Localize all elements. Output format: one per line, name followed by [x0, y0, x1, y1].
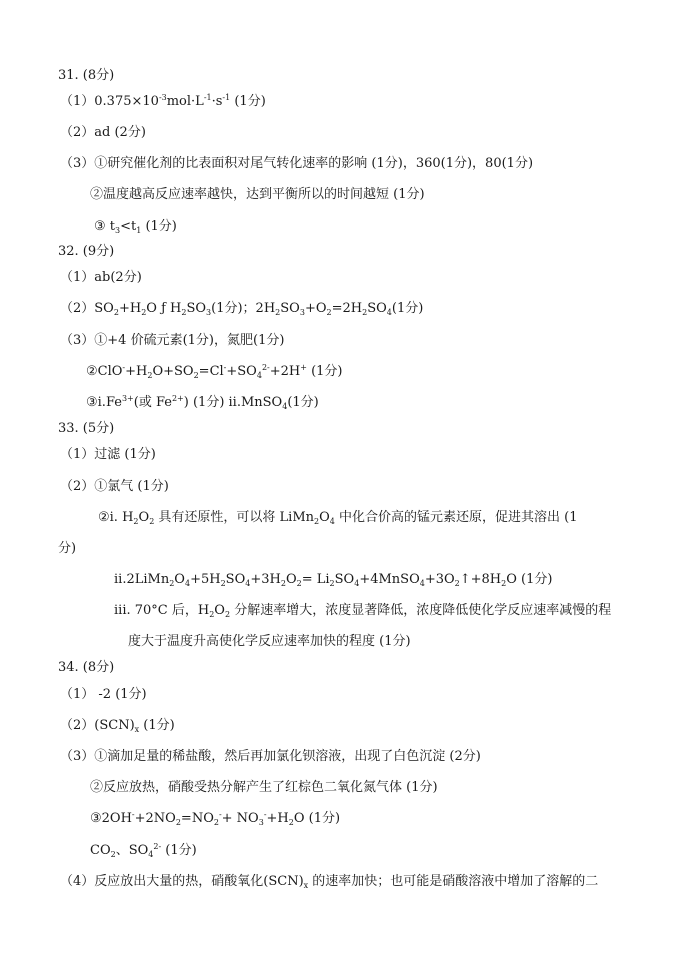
- subscript: 2: [141, 308, 147, 317]
- answer-text: 具有还原性，可以将 LiMn: [154, 510, 315, 525]
- superscript: -3: [158, 93, 167, 102]
- answer-text: ①研究催化剂的比表面积对尾气转化速率的影响 (1分)，360(1分)，80(1分): [94, 156, 534, 171]
- answer-text: ①氯气 (1分): [94, 479, 169, 494]
- answer-text: 0.375×10: [94, 94, 159, 109]
- answer-text: ①+4 价硫元素(1分)，氮肥(1分): [94, 333, 285, 348]
- superscript: -1: [203, 93, 212, 102]
- subscript: 2: [314, 517, 320, 526]
- subscript: 3: [206, 308, 212, 317]
- answer-text: ②i. H: [98, 510, 134, 525]
- formula: O: [174, 572, 185, 587]
- subscript: 2: [224, 610, 231, 619]
- formula: SO: [225, 572, 246, 587]
- part-label: （2）: [60, 125, 95, 140]
- formula: ii.2LiMn: [114, 572, 170, 587]
- subscript: 4: [419, 579, 425, 588]
- subscript: 2: [213, 818, 219, 827]
- part-label: （1）: [60, 447, 95, 462]
- superscript: -: [223, 363, 227, 372]
- formula: +3H: [250, 572, 281, 587]
- subscript: 2: [296, 579, 302, 588]
- subscript: 2: [288, 818, 294, 827]
- answer-text: O: [319, 510, 330, 525]
- formula: SO: [94, 301, 114, 316]
- subscript: 4: [184, 579, 191, 588]
- formula: (1分)；2H: [211, 301, 276, 316]
- part-label: （3）: [60, 333, 95, 348]
- q34-answer-3-3: [90, 811, 340, 827]
- answer-text: 反应放出大量的热，硝酸氧化(SCN): [94, 874, 304, 889]
- formula: ↑+8H: [459, 572, 502, 587]
- question-32-heading: 32. (9分): [58, 244, 115, 259]
- score: (1分): [306, 364, 343, 379]
- formula: +5H: [190, 572, 221, 587]
- q31-answer-1: [60, 94, 266, 110]
- subscript: 4: [329, 517, 335, 526]
- formula: =2H: [331, 301, 363, 316]
- q34-answer-2: [60, 718, 175, 734]
- answer-text: O: [138, 510, 150, 525]
- subscript: 2: [147, 371, 153, 380]
- formula: +H: [266, 811, 289, 826]
- subscript: 4: [282, 402, 288, 411]
- subscript: 2: [149, 517, 155, 526]
- score: O (1分): [293, 811, 341, 826]
- subscript: 2: [113, 308, 119, 317]
- formula: =Cl: [198, 364, 224, 379]
- formula: O: [146, 301, 162, 316]
- subscript: 2: [454, 579, 460, 588]
- score: (1分): [230, 94, 266, 109]
- formula: SO: [334, 572, 355, 587]
- answer-text: 分解速率增大，浓度显著降低，浓度降低使化学反应速率减慢的程: [230, 603, 612, 618]
- part-label: （3）: [60, 749, 95, 764]
- subscript: 3: [258, 818, 264, 827]
- formula: (或 Fe: [133, 395, 172, 410]
- formula: ) (1分) ii.MnSO: [183, 395, 283, 410]
- q34-answer-3: [60, 749, 481, 765]
- formula: +4MnSO: [359, 572, 420, 587]
- score: (1分): [141, 219, 177, 234]
- answer-text: ③ t: [94, 219, 116, 234]
- score: (1分): [139, 718, 175, 733]
- q33-answer-2-iii: [114, 603, 611, 619]
- subscript: 2: [181, 308, 187, 317]
- q31-answer-3: [60, 156, 533, 172]
- formula: +2NO: [134, 811, 176, 826]
- score: (1分): [391, 301, 424, 316]
- formula: =NO: [180, 811, 214, 826]
- answer-text: mol·L: [166, 94, 204, 109]
- superscript: 2+: [171, 394, 184, 403]
- formula: (SCN): [94, 718, 135, 733]
- subscript: 4: [354, 579, 360, 588]
- question-33-heading: 33. (5分): [58, 421, 115, 436]
- answer-text: 过滤 (1分): [94, 447, 156, 462]
- formula: +H: [118, 301, 142, 316]
- answer-text: 中化合价高的锰元素还原，促进其溶出 (1: [334, 510, 578, 525]
- score: (1分): [287, 395, 319, 410]
- subscript: 2: [280, 579, 286, 588]
- q31-answer-3-2: ②温度越高反应速率越快，达到平衡所以的时间越短 (1分): [90, 187, 425, 202]
- answer-text: ab(2分): [94, 270, 142, 285]
- q32-answer-3-3: [86, 395, 319, 411]
- superscript: -: [263, 810, 267, 819]
- subscript: 2: [209, 610, 215, 619]
- subscript: 2: [329, 579, 335, 588]
- part-label: （2）: [60, 301, 95, 316]
- subscript: 4: [256, 371, 262, 380]
- formula: H: [165, 301, 182, 316]
- part-label: （1）: [60, 94, 95, 109]
- part-label: （1）: [60, 270, 95, 285]
- score: O (1分): [506, 572, 553, 587]
- q33-answer-2-ii: [114, 572, 552, 588]
- q33-answer-2-2-continuation: 分): [58, 541, 77, 556]
- q32-answer-3: [60, 333, 284, 349]
- formula: SO: [186, 301, 207, 316]
- question-31-heading: 31. (8分): [58, 68, 115, 83]
- formula: +H: [125, 364, 148, 379]
- part-label: （2）: [60, 718, 95, 733]
- subscript: 2: [362, 308, 368, 317]
- subscript: 4: [245, 579, 251, 588]
- formula: SO: [367, 301, 387, 316]
- superscript: -: [218, 810, 222, 819]
- subscript: 2: [275, 308, 281, 317]
- subscript: 4: [148, 850, 154, 859]
- subscript: 2: [175, 818, 181, 827]
- superscript: -: [131, 810, 135, 819]
- q31-answer-3-3: [94, 219, 177, 235]
- q33-answer-2-iii-continuation: 度大于温度升高使化学反应速率加快的程度 (1分): [128, 634, 411, 649]
- subscript: 2: [169, 579, 175, 588]
- superscript: -1: [222, 93, 231, 102]
- subscript: 2: [501, 579, 507, 588]
- formula: +2H: [269, 364, 301, 379]
- part-label: （1）: [60, 687, 95, 702]
- subscript: 2: [326, 308, 332, 317]
- formula: + NO: [221, 811, 259, 826]
- part-label: （4）: [60, 874, 95, 889]
- answer-text: -2 (1分): [94, 687, 147, 702]
- q34-answer-1: [60, 687, 147, 703]
- subscript: 3: [299, 308, 305, 317]
- formula: +3O: [424, 572, 455, 587]
- formula: CO: [90, 843, 111, 858]
- subscript: 1: [136, 226, 142, 235]
- part-label: （2）: [60, 479, 95, 494]
- q32-answer-1: [60, 270, 142, 286]
- formula: SO: [280, 301, 300, 316]
- answer-text: ad (2分): [94, 125, 146, 140]
- formula: O: [285, 572, 297, 587]
- superscript: 3+: [121, 394, 134, 403]
- part-label: （3）: [60, 156, 95, 171]
- q34-answer-3-2: ②反应放热，硝酸受热分解产生了红棕色二氧化氮气体 (1分): [90, 780, 438, 795]
- subscript: 2: [193, 371, 199, 380]
- subscript: x: [303, 881, 309, 890]
- reversible-arrow-glyph: ƒ: [161, 301, 166, 316]
- question-34-heading: 34. (8分): [58, 660, 115, 675]
- formula: = Li: [301, 572, 330, 587]
- answer-text: ·s: [211, 94, 223, 109]
- q32-answer-2: [60, 301, 423, 317]
- q31-answer-2: [60, 125, 146, 141]
- answer-text: 的速率加快；也可能是硝酸溶液中增加了溶解的二: [308, 874, 599, 889]
- answer-text: ①滴加足量的稀盐酸，然后再加氯化钡溶液，出现了白色沉淀 (2分): [94, 749, 481, 764]
- formula: +SO: [226, 364, 257, 379]
- superscript: 2-: [153, 842, 162, 851]
- formula: ②ClO: [86, 364, 123, 379]
- q33-answer-2: [60, 479, 169, 495]
- subscript: 2: [220, 579, 226, 588]
- superscript: +: [300, 363, 307, 372]
- subscript: 3: [115, 226, 121, 235]
- answer-text: O: [214, 603, 225, 618]
- superscript: 2-: [261, 363, 270, 372]
- subscript: 4: [386, 308, 392, 317]
- answer-text: iii. 70°C 后，H: [114, 603, 210, 618]
- superscript: -: [122, 363, 126, 372]
- q33-answer-1: [60, 447, 156, 463]
- q34-answer-4: [60, 874, 598, 890]
- answer-text: <t: [120, 219, 137, 234]
- formula: ③2OH: [90, 811, 132, 826]
- q33-answer-2-2: [98, 510, 578, 526]
- subscript: 2: [110, 850, 116, 859]
- subscript: 2: [133, 517, 139, 526]
- formula: +O: [304, 301, 327, 316]
- formula: 、SO: [115, 843, 149, 858]
- formula: O+SO: [152, 364, 194, 379]
- subscript: x: [134, 725, 140, 734]
- q34-answer-3-4: [90, 843, 197, 859]
- score: (1分): [161, 843, 197, 858]
- q32-answer-3-2: [86, 364, 343, 380]
- formula: ③i.Fe: [86, 395, 122, 410]
